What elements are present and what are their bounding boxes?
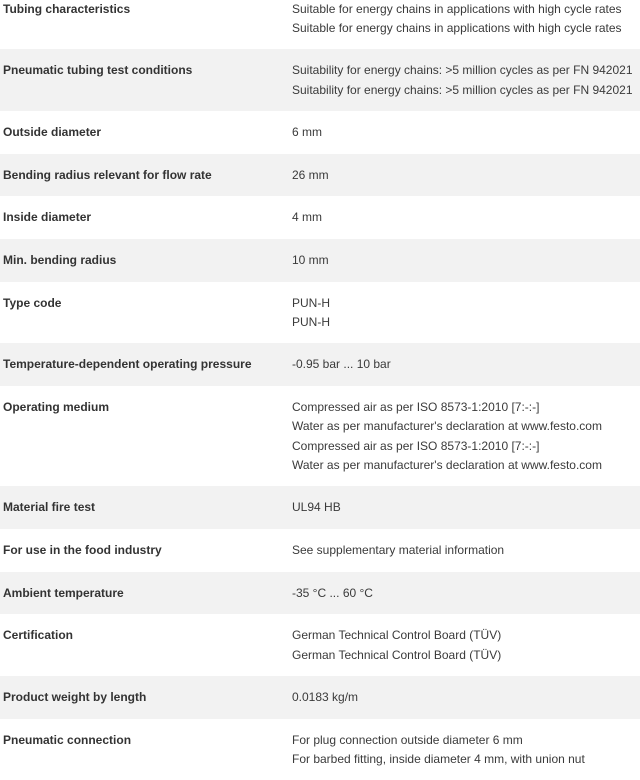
row-value [292,541,640,561]
row-value [292,626,640,664]
table-row [0,529,640,572]
row-label: Type code [3,296,62,310]
row-label: Inside diameter [3,210,92,225]
table-row [0,719,640,780]
table-row [0,154,640,197]
value-line: Suitable for energy chains in applications with high cycle rates [292,21,622,36]
row-value [292,208,640,228]
value-line: 10 mm [292,253,329,268]
value-line: UL94 HB [292,500,341,515]
value-line: Water as per manufacturer's declaration at www.festo.com [292,457,602,472]
value-line: 6 mm [292,124,322,139]
row-value [292,355,640,375]
row-label: Certification [3,628,74,643]
row-value [292,731,640,769]
value-line: -0.95 bar ... 10 bar [292,357,391,372]
table-row [0,572,640,615]
table-row [0,196,640,239]
table-row [0,676,640,719]
row-label: Min. bending radius [3,253,117,268]
table-row [0,486,640,529]
table-row [0,111,640,154]
value-line: 0.0183 kg/m [292,689,359,704]
value-line: German Technical Control Board (TÜV) [292,628,502,643]
value-line: Suitability for energy chains: >5 million cycles as per FN 942021 [292,63,633,78]
value-line: Water as per manufacturer's declaration at www.festo.com [292,419,602,434]
row-value [292,251,640,271]
value-line: Compressed air as per ISO 8573-1:2010 [7:-:-] [292,438,540,453]
value-line: Compressed air as per ISO 8573-1:2010 [7:-:-] [292,400,540,415]
row-value [292,294,640,332]
row-label: Pneumatic connection [3,732,132,747]
value-line: For barbed fitting, inside diameter 4 mm, with union nut [292,751,585,766]
table-row [0,343,640,386]
value-line: PUN-H [292,296,330,310]
row-label: Temperature-dependent operating pressure [3,357,252,372]
row-label: Outside diameter [3,124,102,139]
table-row [0,386,640,486]
row-label: Ambient temperature [3,585,124,600]
value-line: -35 °C ... 60 °C [292,585,373,600]
row-label: Operating medium [3,400,110,415]
table-row [0,0,640,49]
value-line: Suitable for energy chains in applications with high cycle rates [292,2,622,16]
row-value [292,584,640,604]
row-value [292,398,640,475]
value-line: PUN-H [292,315,330,330]
row-label: Pneumatic tubing test conditions [3,63,193,78]
row-label: Tubing characteristics [3,2,131,16]
row-value [292,688,640,708]
row-value [292,123,640,143]
row-value [292,498,640,518]
table-row [0,239,640,282]
value-line: 26 mm [292,167,329,182]
row-value [292,0,640,38]
value-line: For plug connection outside diameter 6 mm [292,732,523,747]
row-label: For use in the food industry [3,542,162,557]
row-label: Product weight by length [3,689,147,704]
table-row [0,614,640,675]
value-line: German Technical Control Board (TÜV) [292,647,502,662]
table-row [0,49,640,110]
row-label: Bending radius relevant for flow rate [3,167,212,182]
value-line: Suitability for energy chains: >5 million cycles as per FN 942021 [292,82,633,97]
value-line: See supplementary material information [292,542,505,557]
row-label: Material fire test [3,500,96,515]
row-value [292,166,640,186]
row-value [292,61,640,99]
table-row [0,282,640,343]
value-line: 4 mm [292,210,322,225]
